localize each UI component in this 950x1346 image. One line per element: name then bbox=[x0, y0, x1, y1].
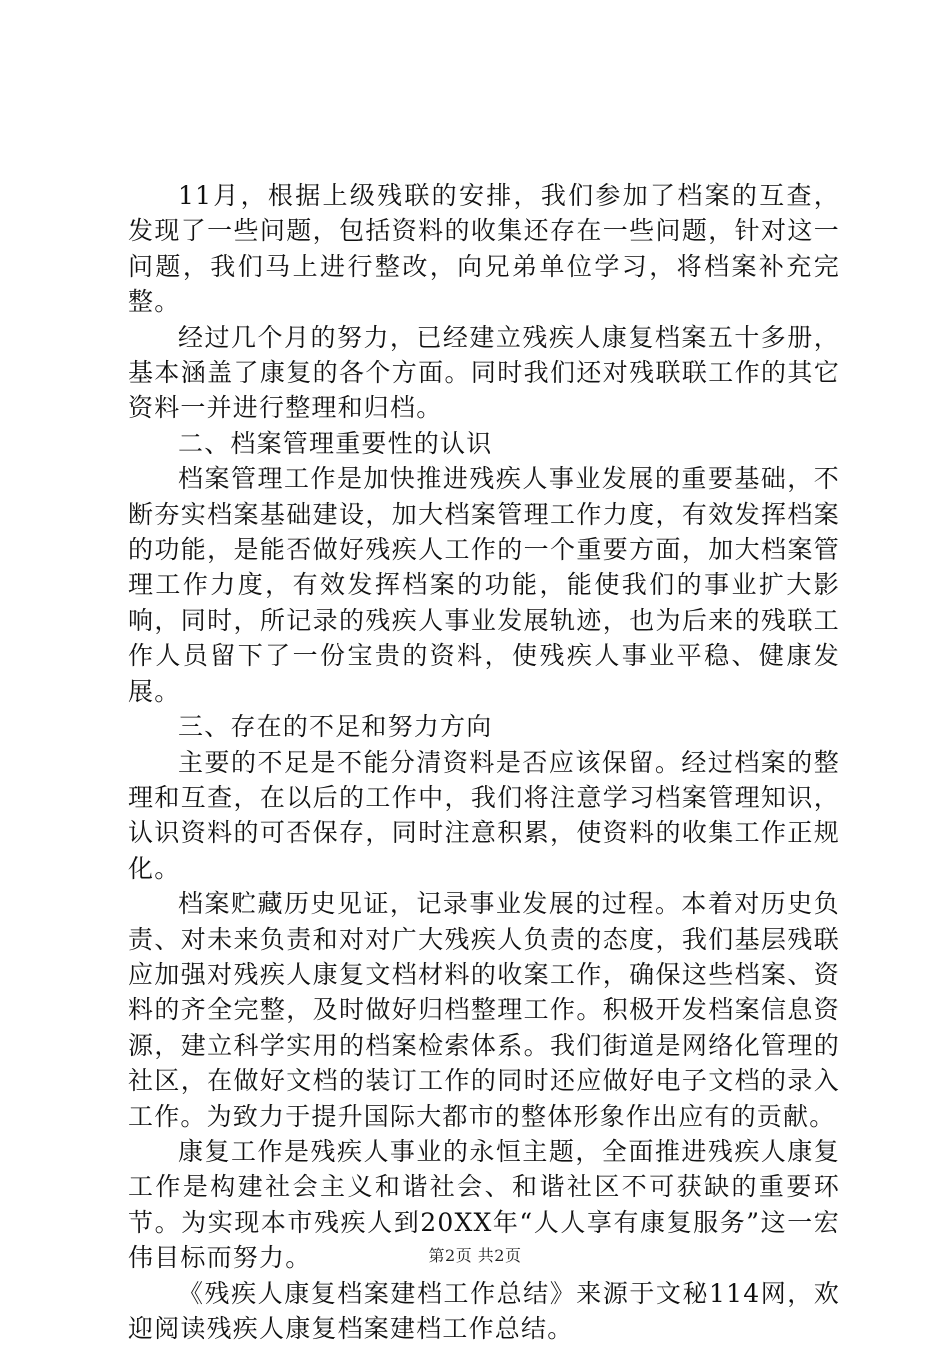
paragraph: 经过几个月的努力，已经建立残疾人康复档案五十多册，基本涵盖了康复的各个方面。同时我们还对残联联工作的其它资料一并进行整理和归档。 bbox=[128, 322, 840, 423]
paragraph: 档案管理工作是加快推进残疾人事业发展的重要基础，不断夯实档案基础建设，加大档案管理工作力度，有效发挥档案的功能，是能否做好残疾人工作的一个重要方面，加大档案管理工作力度，有效发挥档案的功能，能使我们的事业扩大影响，同时，所记录的残疾人事业发展轨迹，也为后来的残联工作人员留下了一份宝贵的资料，使残疾人事业平稳、健康发展。 bbox=[128, 464, 840, 706]
section-heading: 二、档案管理重要性的认识 bbox=[178, 428, 493, 458]
page-number-footer: 第2页 共2页 bbox=[428, 1246, 522, 1265]
paragraph: 主要的不足是不能分清资料是否应该保留。经过档案的整理和互查，在以后的工作中，我们将注意学习档案管理知识，认识资料的可否保存，同时注意积累，使资料的收集工作正规化。 bbox=[128, 747, 840, 883]
paragraph: 11月，根据上级残联的安排，我们参加了档案的互查，发现了一些问题，包括资料的收集还存在一些问题，针对这一问题，我们马上进行整改，向兄弟单位学习，将档案补充完整。 bbox=[128, 181, 840, 317]
paragraph: 档案贮藏历史见证，记录事业发展的过程。本着对历史负责、对未来负责和对对广大残疾人负责的态度，我们基层残联应加强对残疾人康复文档材料的收案工作，确保这些档案、资料的齐全完整，及时做好归档整理工作。积极开发档案信息资源，建立科学实用的档案检索体系。我们街道是网络化管理的社区，在做好文档的装订工作的同时还应做好电子文档的录入工作。为致力于提升国际大都市的整体形象作出应有的贡献。 bbox=[128, 889, 840, 1131]
paragraph: 《残疾人康复档案建档工作总结》来源于文秘114网，欢迎阅读残疾人康复档案建档工作总结。 bbox=[128, 1278, 840, 1343]
section-heading: 三、存在的不足和努力方向 bbox=[178, 712, 493, 742]
paragraph: 康复工作是残疾人事业的永恒主题，全面推进残疾人康复工作是构建社会主义和谐社会、和谐社区不可获缺的重要环节。为实现本市残疾人到20XX年“人人享有康复服务”这一宏伟目标而努力。 bbox=[128, 1136, 840, 1273]
document-body bbox=[128, 178, 840, 1346]
